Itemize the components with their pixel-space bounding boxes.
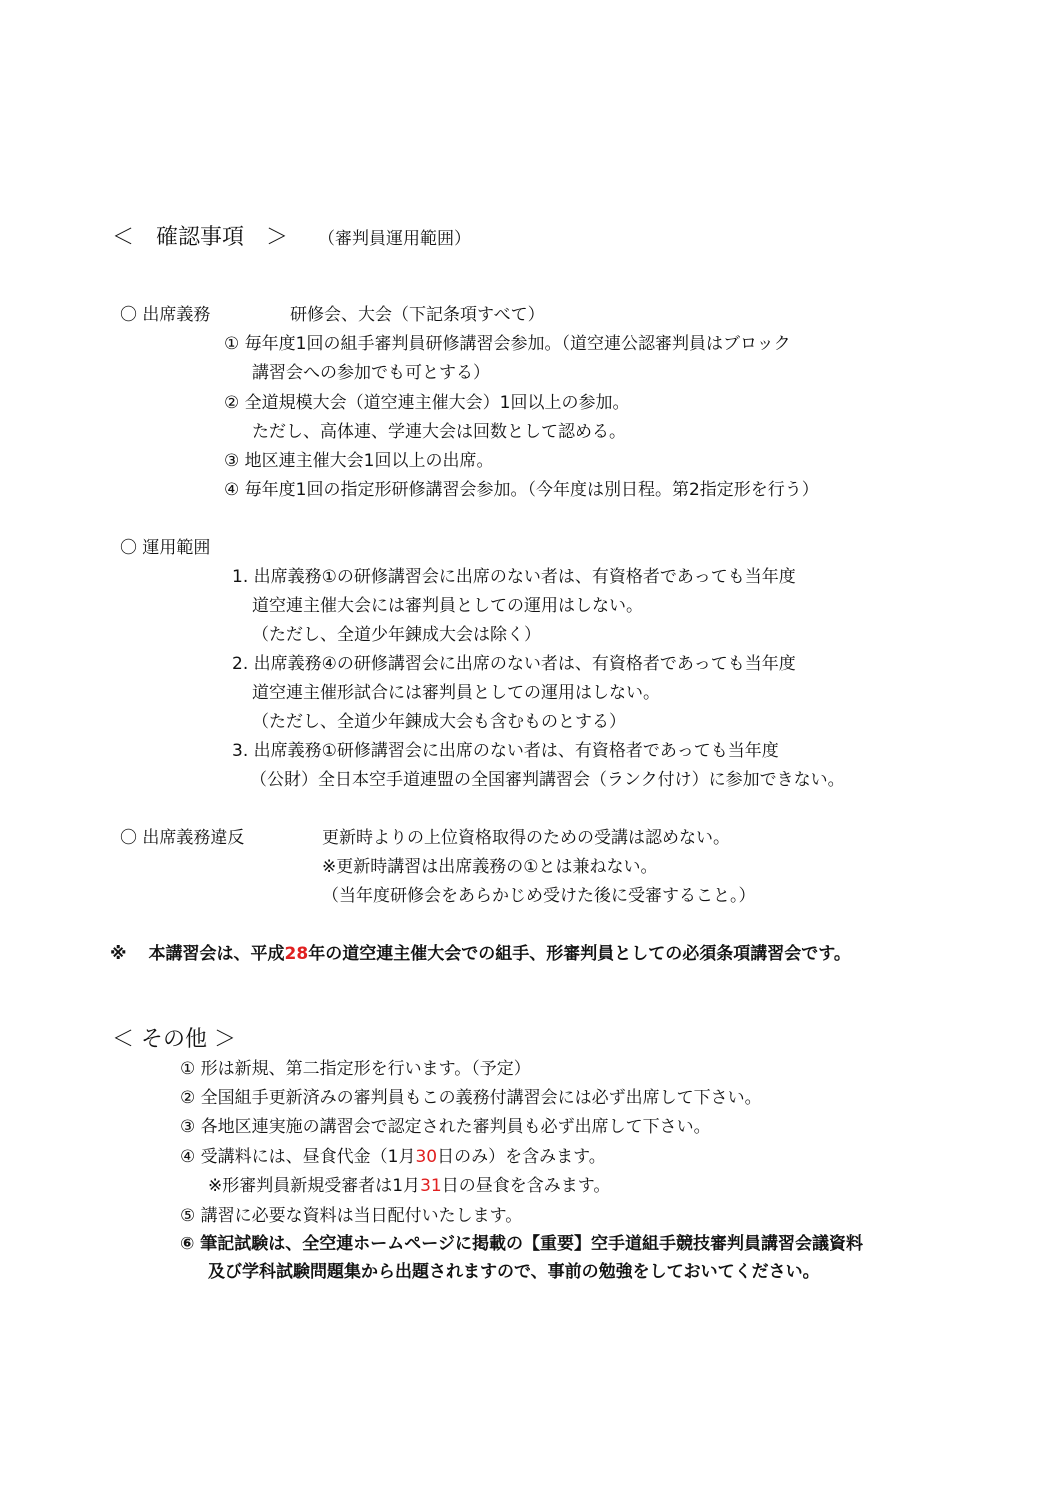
- confirm-heading: ＜ 確認事項 ＞ （審判員運用範囲）: [112, 225, 472, 250]
- attendance-item-1-cont: 講習会への参加でも可とする）: [252, 363, 490, 383]
- scope-item-1-cont: 道空連主催大会には審判員としての運用はしない。: [252, 596, 643, 616]
- scope-item-1-note: （ただし、全道少年錬成大会は除く）: [252, 625, 541, 645]
- attendance-label: 〇 出席義務: [120, 305, 211, 325]
- other-item-4-note: ※形審判員新規受審者は1月31日の昼食を含みます。: [208, 1176, 611, 1196]
- scope-item-1: 1. 出席義務①の研修講習会に出席のない者は、有資格者であっても当年度: [232, 567, 796, 587]
- other-item-6: ⑥ 筆記試験は、全空連ホームページに掲載の【重要】空手道組手競技審判員講習会議資料: [180, 1234, 863, 1254]
- other-item-2: ② 全国組手更新済みの審判員もこの義務付講習会には必ず出席して下さい。: [180, 1088, 762, 1108]
- scope-item-2-cont: 道空連主催形試合には審判員としての運用はしない。: [252, 683, 660, 703]
- scope-item-3-cont: （公財）全日本空手道連盟の全国審判講習会（ランク付け）に参加できない。: [250, 770, 845, 790]
- confirm-subheading: （審判員運用範囲）: [318, 229, 472, 249]
- scope-item-2: 2. 出席義務④の研修講習会に出席のない者は、有資格者であっても当年度: [232, 654, 796, 674]
- other-item-3: ③ 各地区連実施の講習会で認定された審判員も必ず出席して下さい。: [180, 1117, 711, 1137]
- violation-item-3: （当年度研修会をあらかじめ受けた後に受審すること。）: [322, 886, 756, 906]
- other-heading: ＜ その他 ＞: [112, 1027, 236, 1052]
- lunch-day-1: 30: [415, 1147, 438, 1167]
- other-item-1: ① 形は新規、第二指定形を行います。（予定）: [180, 1059, 531, 1079]
- scope-item-2-note: （ただし、全道少年錬成大会も含むものとする）: [252, 712, 626, 732]
- attendance-item-2: ② 全道規模大会（道空連主催大会）1回以上の参加。: [224, 393, 630, 413]
- attendance-desc: 研修会、大会（下記条項すべて）: [290, 305, 545, 325]
- attendance-item-4: ④ 毎年度1回の指定形研修講習会参加。（今年度は別日程。第2指定形を行う）: [224, 480, 819, 500]
- scope-item-3: 3. 出席義務①研修講習会に出席のない者は、有資格者であっても当年度: [232, 741, 779, 761]
- scope-label: 〇 運用範囲: [120, 538, 211, 558]
- attendance-item-1: ① 毎年度1回の組手審判員研修講習会参加。（道空連公認審判員はブロック: [224, 334, 791, 354]
- attendance-item-3: ③ 地区連主催大会1回以上の出席。: [224, 451, 494, 471]
- attendance-item-2-cont: ただし、高体連、学連大会は回数として認める。: [252, 422, 626, 442]
- notice-year: 28: [284, 944, 309, 964]
- other-item-5: ⑤ 講習に必要な資料は当日配付いたします。: [180, 1206, 523, 1226]
- lunch-day-2: 31: [420, 1176, 442, 1196]
- seminar-notice: ※ 本講習会は、平成28年の道空連主催大会での組手、形審判員としての必須条項講習会です。: [110, 944, 851, 964]
- other-item-6-cont: 及び学科試験問題集から出題されますので、事前の勉強をしておいてください。: [208, 1262, 820, 1282]
- violation-item-1: 更新時よりの上位資格取得のための受講は認めない。: [322, 828, 730, 848]
- violation-label: 〇 出席義務違反: [120, 828, 245, 848]
- other-item-4: ④ 受講料には、昼食代金（1月30日のみ）を含みます。: [180, 1147, 606, 1167]
- violation-item-2: ※更新時講習は出席義務の①とは兼ねない。: [322, 857, 658, 877]
